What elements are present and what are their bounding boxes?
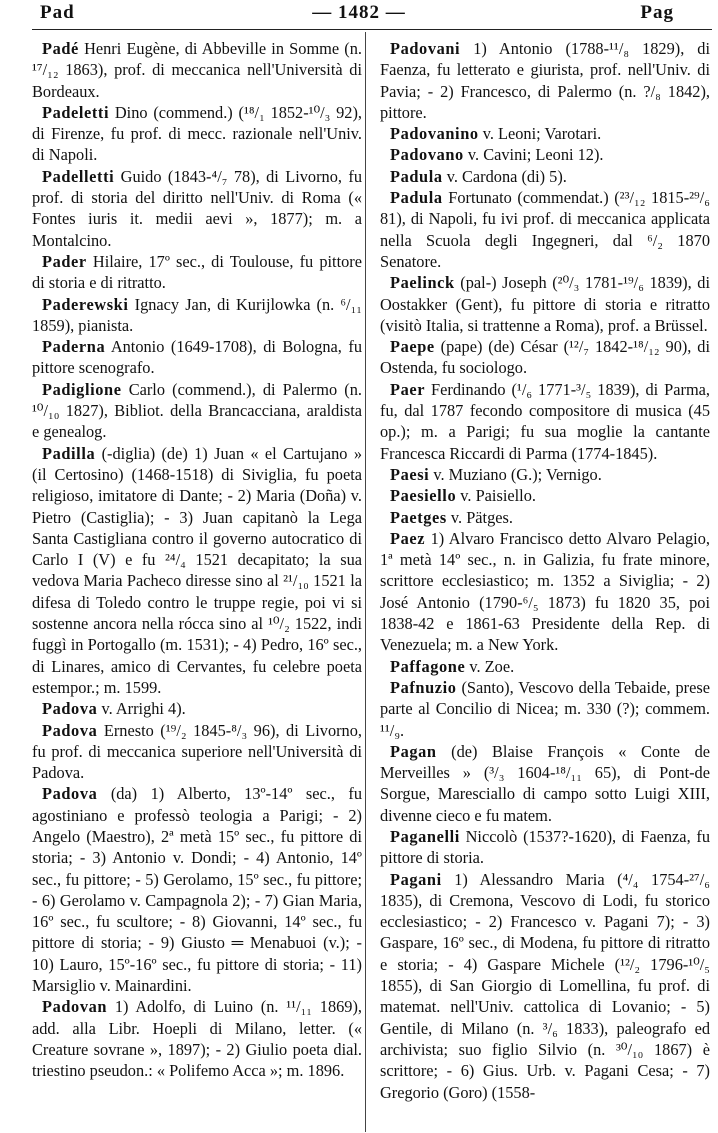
dictionary-entry bbox=[380, 485, 710, 506]
right-column bbox=[380, 38, 710, 1103]
dictionary-entry bbox=[32, 294, 362, 337]
entry-text: v. Cavini; Leoni 12). bbox=[463, 145, 604, 165]
entry-headword: Pader bbox=[42, 251, 87, 271]
dictionary-entry bbox=[380, 741, 710, 826]
dictionary-entry bbox=[380, 464, 710, 485]
entry-headword: Padova bbox=[42, 699, 98, 719]
dictionary-entry bbox=[380, 656, 710, 677]
entry-text: 1) Adolfo, di Luino (n. ¹¹/₁₁ 1869), add. alla Libr. Hoepli di Milano, letter. (« Creature sovrane », 1897); - 2) Giulio poeta dial. triestino pseudon.: « Polifemo Acca »; m. 1896. bbox=[32, 997, 362, 1081]
dictionary-entry bbox=[32, 102, 362, 166]
entry-text: (Santo), Vescovo della Tebaide, prese parte al Concilio di Nicea; m. 330 (?); commem. ¹¹/₉. bbox=[380, 677, 710, 740]
entry-headword: Padeletti bbox=[42, 102, 110, 122]
dictionary-entry bbox=[32, 38, 362, 102]
dictionary-entry bbox=[380, 272, 710, 336]
entry-headword: Paepe bbox=[390, 337, 435, 357]
page-number: — 1482 — bbox=[312, 2, 406, 23]
entry-text: v. Zoe. bbox=[465, 656, 515, 676]
entry-text: 1) Alvaro Francisco detto Alvaro Pelagio, 1ª metà 14º sec., n. in Galizia, fu frate minore, scrittore ecclesiastico; m. 1352 a Siviglia; - 2) José Antonio (1790-⁶/₅ 1873) fu 1820 35, poi 1838-42 e 1861-63 Presidente della Rep. di Venezuela; m. a New York. bbox=[380, 528, 710, 655]
dictionary-entry bbox=[32, 996, 362, 1081]
entry-headword: Padova bbox=[42, 720, 98, 740]
dictionary-entry bbox=[32, 720, 362, 784]
entry-text: v. Pätges. bbox=[446, 507, 513, 527]
entry-headword: Paderna bbox=[42, 337, 106, 357]
entry-text: Guido (1843-⁴/₇ 78), di Livorno, fu prof. di storia del diritto nell'Univ. di Roma (« Fontes iuris it. medii aevi », 1877); m. a Montalcino. bbox=[32, 166, 362, 250]
dictionary-entry bbox=[380, 528, 710, 656]
entry-headword: Paelinck bbox=[390, 273, 455, 293]
dictionary-entry bbox=[380, 336, 710, 379]
entry-headword: Padilla bbox=[42, 443, 96, 463]
dictionary-entry bbox=[32, 166, 362, 251]
entry-headword: Padula bbox=[390, 188, 443, 208]
entry-text: Hilaire, 17º sec., di Toulouse, fu pittore di storia e di ritratto. bbox=[32, 251, 362, 293]
entry-headword: Paganelli bbox=[390, 826, 460, 846]
entry-text: (pape) (de) César (¹²/₇ 1842-¹⁸/₁₂ 90), di Ostenda, fu sociologo. bbox=[380, 337, 710, 378]
entry-headword: Paffagone bbox=[390, 656, 466, 676]
dictionary-entry bbox=[32, 698, 362, 719]
dictionary-entry bbox=[32, 336, 362, 379]
entry-headword: Pagan bbox=[390, 741, 437, 761]
entry-text: Dino (commend.) (¹⁸/₁ 1852-¹⁰/₃ 92), di Firenze, fu prof. di mecc. razionale nell'Univ. di Napoli. bbox=[32, 102, 362, 165]
dictionary-entry bbox=[32, 379, 362, 443]
entry-text: (pal-) Joseph (²⁰/₃ 1781-¹⁹/₆ 1839), di Oostakker (Gent), fu pittore di storia e ritratto (visitò Italia, si trattenne a Roma), prof. a Brüssel. bbox=[380, 273, 710, 335]
entry-text: Niccolò (1537?-1620), di Faenza, fu pittore di storia. bbox=[380, 826, 710, 868]
entry-text: (da) 1) Alberto, 13º-14º sec., fu agostiniano e professò teologia a Parigi; - 2) Angelo (Maestro), 2ª metà 15º sec., fu pittore di storia; - 3) Antonio v. Dondi; - 4) Antonio, 14º sec., fu pittore; - 5) Gerolamo, 15º sec., fu pittore; - 6) Gerolamo v. Campagnola 2); - 7) Gian Maria, 16º sec., fu scultore; - 8) Giovanni, 14º sec., fu pittore di storia; - 9) Giusto ═ Menabuoi (v.); - 10) Lauro, 15º-16º sec., fu pittore di storia; - 11) Marsiglio v. Mainardini. bbox=[32, 784, 362, 996]
dictionary-entry bbox=[380, 869, 710, 1103]
entry-text: Fortunato (commendat.) (²³/₁₂ 1815-²⁹/₆ 81), di Napoli, fu ivi prof. di meccanica applicata nella Scuola degli Ingegneri, dal ⁶/₂ 1870 Senatore. bbox=[380, 188, 710, 271]
entry-headword: Paesi bbox=[390, 464, 430, 484]
entry-text: Ernesto (¹⁹/₂ 1845-⁸/₃ 96), di Livorno, fu prof. di meccanica superiore nell'Università di Padova. bbox=[32, 720, 362, 783]
dictionary-entry bbox=[380, 166, 710, 187]
column-divider bbox=[365, 32, 366, 1132]
entry-headword: Pagani bbox=[390, 869, 442, 889]
entry-text: 1) Alessandro Maria (⁴/₄ 1754-²⁷/₆ 1835), di Cremona, Vescovo di Lodi, fu storico ecclesiastico; - 2) Francesco v. Pagani 7); - 3) Gaspare, 16º sec., di Modena, fu pittore di ritratto e storia; - 4) Gaspare Michele (¹²/₂ 1796-¹⁰/₅ 1855), di San Giorgio di Lomellina, fu prof. di matemat. nell'Univ. cattolica di Lovanio; - 5) Gentile, di Milano (n. ³/₆ 1833), paleografo ed archivista; suo figlio Silvio (n. ³⁰/₁₀ 1867) è scrittore; - 6) Gius. Urb. v. Pagani Cesa; - 7) Gregorio (Goro) (1558- bbox=[380, 869, 710, 1102]
entry-headword: Padiglione bbox=[42, 379, 122, 399]
entry-text: v. Muziano (G.); Vernigo. bbox=[429, 464, 602, 484]
entry-text: v. Cardona (di) 5). bbox=[442, 166, 567, 186]
header-right-guideword: Pag bbox=[640, 2, 674, 23]
entry-headword: Paer bbox=[390, 379, 426, 399]
entry-headword: Paesiello bbox=[390, 486, 457, 506]
dictionary-entry bbox=[32, 443, 362, 699]
header-rule bbox=[32, 29, 712, 30]
page-header bbox=[0, 2, 718, 28]
entry-text: Carlo (commend.), di Palermo (n. ¹⁰/₁₀ 1827), Bibliot. della Brancacciana, araldista e genealog. bbox=[32, 379, 362, 442]
entry-headword: Padova bbox=[42, 784, 98, 804]
dictionary-entry bbox=[380, 123, 710, 144]
entry-headword: Padula bbox=[390, 166, 443, 186]
entry-headword: Padé bbox=[42, 39, 79, 58]
entry-headword: Padovano bbox=[390, 145, 464, 165]
entry-text: Antonio (1649-1708), di Bologna, fu pittore scenografo. bbox=[32, 337, 362, 378]
entry-headword: Paderewski bbox=[42, 294, 129, 314]
dictionary-entry bbox=[32, 251, 362, 294]
dictionary-entry bbox=[380, 826, 710, 869]
entry-headword: Paetges bbox=[390, 507, 447, 527]
entry-text: (-diglia) (de) 1) Juan « el Cartujano » (il Certosino) (1468-1518) di Siviglia, fu poeta religioso, imitatore di Dante; - 2) Maria (Doña) v. Pietro (Castiglia); - 3) Juan capitanò la Lega Santa Castigliana contro il governo autocratico di Carlo I (V) e fu ²⁴/₄ 1521 decapitato; la sua vedova Maria Pacheco diresse sino al ²¹/₁₀ 1521 la difesa di Toledo contro le truppe regie, poi vi si sostenne ancora nella rócca sino al ¹⁰/₂ 1522, indi fuggì in Portogallo (m. 1531); - 4) Pedro, 16º sec., di Linares, amico di Cervantes, fu celebre poeta estempor.; m. 1599. bbox=[32, 443, 362, 697]
entry-headword: Padelletti bbox=[42, 166, 115, 186]
dictionary-entry bbox=[32, 783, 362, 996]
entry-text: Ignacy Jan, di Kurijlowka (n. ⁶/₁₁ 1859), pianista. bbox=[32, 294, 362, 335]
entry-headword: Paez bbox=[390, 528, 426, 548]
entry-headword: Padovanino bbox=[390, 124, 479, 144]
entry-text: v. Leoni; Varotari. bbox=[478, 124, 602, 144]
dictionary-entry bbox=[380, 144, 710, 165]
entry-headword: Padovani bbox=[390, 39, 461, 58]
entry-text: Henri Eugène, di Abbeville in Somme (n. ¹⁷/₁₂ 1863), prof. di meccanica nell'Università di Bordeaux. bbox=[32, 39, 362, 101]
entry-text: 1) Antonio (1788-¹¹/₈ 1829), di Faenza, fu letterato e giurista, prof. nell'Univ. di Pavia; - 2) Francesco, di Palermo (n. ?/₈ 1842), pittore. bbox=[380, 39, 710, 122]
dictionary-entry bbox=[380, 38, 710, 123]
dictionary-entry bbox=[380, 507, 710, 528]
entry-headword: Pafnuzio bbox=[390, 677, 457, 697]
left-column bbox=[32, 38, 362, 1082]
header-left-guideword: Pad bbox=[40, 2, 75, 23]
entry-text: (de) Blaise François « Conte de Merveilles » (³/₃ 1604-¹⁸/₁₁ 65), di Pont-de Sorgue, Maresciallo di campo sotto Luigi XIII, divenne cieco e fu matem. bbox=[380, 741, 710, 825]
entry-text: v. Paisiello. bbox=[456, 486, 536, 506]
entry-headword: Padovan bbox=[42, 997, 108, 1017]
entry-text: v. Arrighi 4). bbox=[97, 699, 186, 719]
entry-text: Ferdinando (¹/₆ 1771-³/₅ 1839), di Parma, fu, dal 1787 fecondo compositore di musica (45 op.); m. a Parigi; fu sua moglie la cantante Francesca Riccardi di Parma (1774-1845). bbox=[380, 379, 710, 463]
dictionary-entry bbox=[380, 379, 710, 464]
dictionary-entry bbox=[380, 677, 710, 741]
dictionary-entry bbox=[380, 187, 710, 272]
